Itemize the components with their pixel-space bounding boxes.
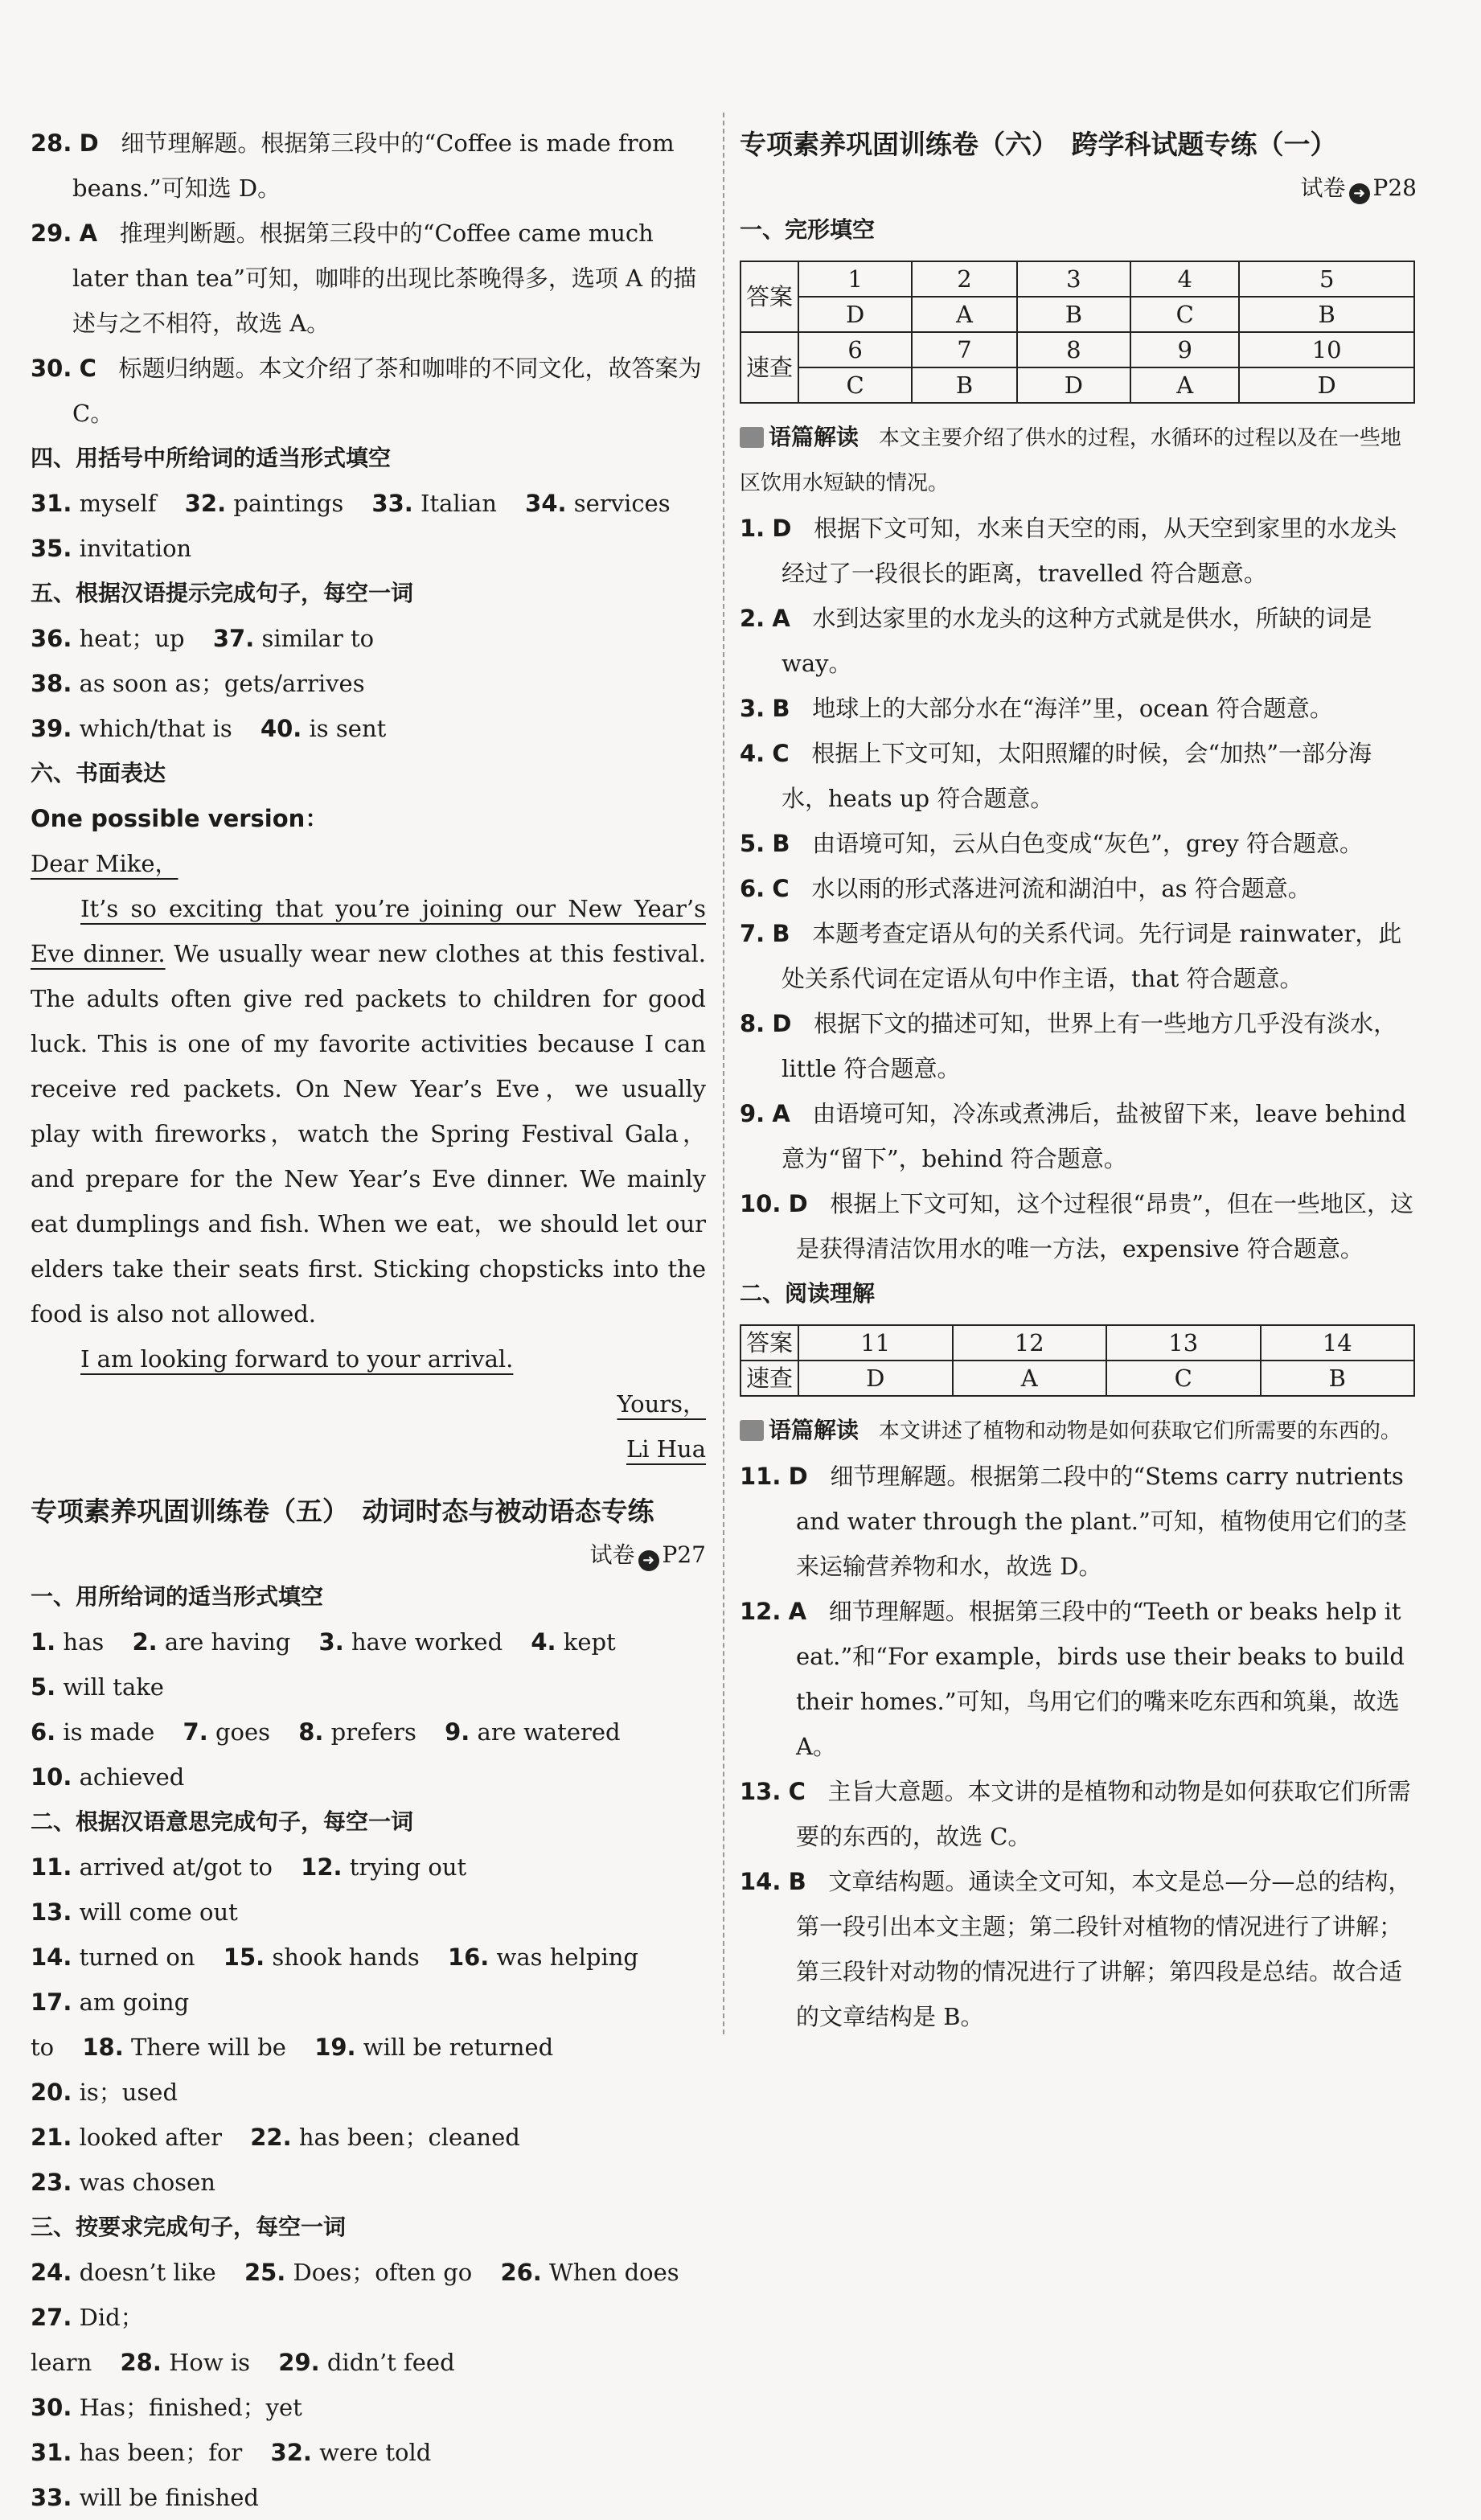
passage-summary: 语篇解读 本文讲述了植物和动物是如何获取它们所需要的东西的。	[740, 1408, 1417, 1454]
section-title: 六、书面表达	[31, 760, 166, 786]
answer-item: 3. B 地球上的大部分水在“海洋”里，ocean 符合题意。	[740, 695, 1333, 722]
answer-entry: 38. as soon as；gets/arrives	[31, 670, 365, 697]
item-number: 29.	[31, 220, 72, 247]
answer-line: 1. has 2. are having 3. have worked 4. kept 5. will take	[31, 1628, 616, 1701]
answer-entry: 34. services	[525, 490, 671, 517]
table-label: 答案	[740, 1325, 798, 1361]
answer-line: 31. has been；for 32. were told 33. will be finished	[31, 2439, 432, 2511]
section-title: 一、完形填空	[740, 216, 876, 243]
letter-greeting: Dear Mike，	[31, 850, 178, 877]
answer-item: 13. C 主旨大意题。本文讲的是植物和动物是如何获取它们所需要的东西的，故选 C。	[740, 1778, 1411, 1850]
answer-line: 21. looked after 22. has been；cleaned 23. was chosen	[31, 2124, 520, 2196]
answer-item: 10. D 根据上下文可知，这个过程很“昂贵”，但在一些地区，这是获得清洁饮用水的唯一方法，expensive 符合题意。	[740, 1190, 1413, 1262]
arrow-right-icon: ➜	[1349, 183, 1370, 204]
answer-item: 4. C 根据上下文可知，太阳照耀的时候，会“加热”一部分海水，heats up 符合题意。	[740, 740, 1372, 812]
answer-item: 1. D 根据下文可知，水来自天空的雨，从天空到家里的水龙头经过了一段很长的距离，travelled 符合题意。	[740, 515, 1397, 587]
answer-item	[31, 211, 706, 346]
arrow-right-icon: ➜	[638, 1550, 659, 1571]
letter-opening: It’s so exciting that you’re joining our New Year’s Eve dinner.	[31, 895, 706, 967]
page-reference: 试卷 ➜ P28	[740, 169, 1417, 207]
passage-summary: 语篇解读 本文主要介绍了供水的过程，水循环的过程以及在一些地区饮用水短缺的情况。	[740, 424, 1401, 495]
answer-item	[31, 346, 706, 436]
answer-entry: 39. which/that is	[31, 715, 232, 742]
answer-table: 答案 1 2 3 4 5 D A B C B 速查 6 7 8 9 10 C B D A D	[740, 261, 1415, 404]
right-column	[740, 121, 1417, 2039]
answer-line	[31, 706, 706, 751]
left-column	[31, 121, 706, 2520]
answer-line	[31, 481, 706, 526]
letter-body	[31, 886, 706, 1336]
table-label: 答案	[740, 261, 798, 332]
book-icon	[740, 427, 764, 448]
paper-title: 专项素养巩固训练卷（六） 跨学科试题专练（一）	[740, 129, 1337, 160]
answer-table: 答案 11 12 13 14 速查 D A C B	[740, 1324, 1415, 1397]
section-title: 三、按要求完成句子，每空一词	[31, 2214, 347, 2240]
answer-line: 11. arrived at/got to 12. trying out 13. will come out	[31, 1853, 467, 1926]
item-explanation: 标题归纳题。本文介绍了茶和咖啡的不同文化，故答案为 C。	[72, 355, 702, 427]
answer-item: 14. B 文章结构题。通读全文可知，本文是总—分—总的结构，第一段引出本文主题；第二段针对植物的情况进行了讲解；第三段针对动物的情况进行了讲解；第四段是总结。故合适的文章结构是 B。	[740, 1868, 1412, 2030]
item-answer: D	[79, 129, 99, 157]
answer-entry: 35. invitation	[31, 535, 192, 562]
item-answer: A	[79, 220, 98, 247]
page-reference: 试卷 ➜ P27	[31, 1536, 706, 1574]
answer-line	[31, 526, 706, 571]
letter-body-text: We usually wear new clothes at this festival. The adults often give red packets to children for good luck. This is one of my favorite activities because I can receive red packets. On New Year’s Eve，we usually play with fireworks，watch the Spring Festival Gala，and prepare for the New Year’s Eve dinner. We mainly eat dumplings and fish. When we eat，we should let our elders take their seats first. Sticking chopsticks into the food is also not allowed.	[31, 940, 706, 1328]
letter-closing-line: I am looking forward to your arrival.	[80, 1345, 514, 1373]
item-explanation: 细节理解题。根据第三段中的“Coffee is made from beans.”可知选 D。	[72, 129, 675, 202]
table-label: 速查	[740, 1361, 798, 1396]
section-title: 五、根据汉语提示完成句子，每空一词	[31, 580, 414, 606]
answer-entry: 37. similar to	[212, 625, 375, 652]
answer-item: 8. D 根据下文的描述可知，世界上有一些地方几乎没有淡水，little 符合题意。	[740, 1010, 1397, 1082]
item-explanation: 推理判断题。根据第三段中的“Coffee came much later than tea”可知，咖啡的出现比茶晚得多，选项 A 的描述与之不相符，故选 A。	[72, 220, 697, 337]
answer-item: 5. B 由语境可知，云从白色变成“灰色”，grey 符合题意。	[740, 830, 1364, 857]
answer-item: 12. A 细节理解题。根据第三段中的“Teeth or beaks help it eat.”和“For example，birds use their beaks to build their homes.”可知，鸟用它们的嘴来吃东西和筑巢，故选 A。	[740, 1598, 1405, 1760]
answer-line: 14. turned on 15. shook hands 16. was helping 17. am going	[31, 1943, 638, 2016]
answer-item	[31, 121, 706, 211]
answer-entry: 40. is sent	[260, 715, 387, 742]
answer-entry: 31. myself	[31, 490, 157, 517]
version-label: One possible version：	[31, 805, 329, 832]
section-title: 四、用括号中所给词的适当形式填空	[31, 445, 392, 471]
section-title: 二、阅读理解	[740, 1280, 876, 1307]
section-title: 一、用所给词的适当形式填空	[31, 1583, 324, 1610]
answer-item: 6. C 水以雨的形式落进河流和湖泊中，as 符合题意。	[740, 875, 1311, 902]
answer-line: learn 28. How is 29. didn’t feed 30. Has；finished；yet	[31, 2349, 455, 2421]
letter-closing: Yours，	[617, 1390, 706, 1418]
item-number: 30.	[31, 355, 72, 382]
book-icon	[740, 1420, 764, 1441]
section-title: 二、根据汉语意思完成句子，每空一词	[31, 1808, 414, 1835]
answer-line	[31, 616, 706, 706]
answer-item: 9. A 由语境可知，冷冻或煮沸后，盐被留下来，leave behind 意为“留下”，behind 符合题意。	[740, 1100, 1406, 1172]
item-answer: C	[79, 355, 96, 382]
answer-entry: 36. heat；up	[31, 625, 185, 652]
answer-entry: 32. paintings	[184, 490, 344, 517]
answer-line: 6. is made 7. goes 8. prefers 9. are watered 10. achieved	[31, 1718, 621, 1791]
paper-title: 专项素养巩固训练卷（五） 动词时态与被动语态专练	[31, 1496, 654, 1527]
column-divider	[723, 113, 724, 2034]
item-number: 28.	[31, 129, 72, 157]
table-label: 速查	[740, 332, 798, 403]
letter-signature: Li Hua	[626, 1435, 706, 1463]
answer-item: 11. D 细节理解题。根据第二段中的“Stems carry nutrients and water through the plant.”可知，植物使用它们的茎来运输营养物和水，故选 D。	[740, 1463, 1407, 1580]
answer-item: 7. B 本题考查定语从句的关系代词。先行词是 rainwater，此处关系代词在定语从句中作主语，that 符合题意。	[740, 920, 1402, 992]
answer-line: 24. doesn’t like 25. Does；often go 26. When does 27. Did；	[31, 2259, 679, 2331]
answer-line: to 18. There will be 19. will be returned 20. is；used	[31, 2034, 554, 2106]
answer-item: 2. A 水到达家里的水龙头的这种方式就是供水，所缺的词是 way。	[740, 605, 1372, 677]
answer-entry: 33. Italian	[371, 490, 497, 517]
